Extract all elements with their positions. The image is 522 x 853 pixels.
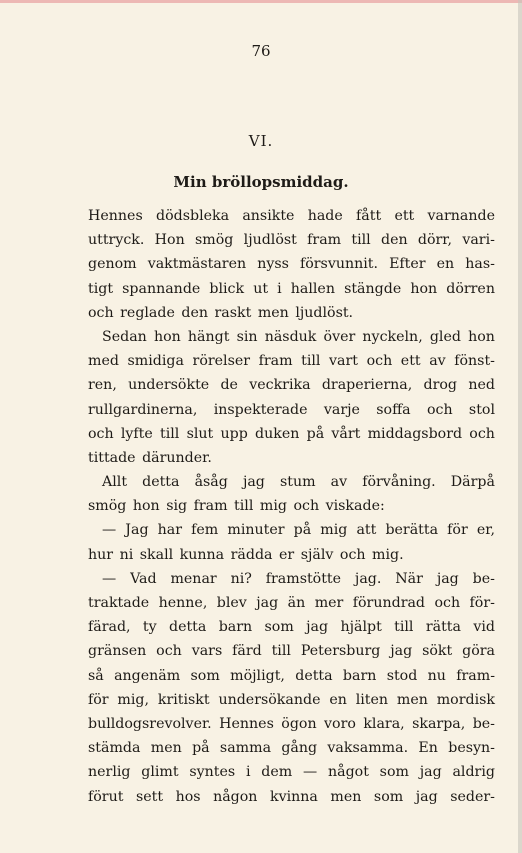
text-line: för mig, kritiskt undersökande en liten men mordisk [88, 691, 495, 708]
text-line: Sedan hon hängt sin näsduk över nyckeln, gled hon [102, 328, 495, 345]
text-line: — Vad menar ni? framstötte jag. När jag be- [102, 570, 495, 587]
text-line: uttryck. Hon smög ljudlöst fram till den dörr, vari- [88, 232, 495, 249]
text-line: förut sett hos någon kvinna men som jag seder- [88, 788, 495, 805]
text-line: färad, ty detta barn som jag hjälpt till rätta vid [88, 619, 495, 636]
text-line: ren, undersökte de veckrika draperierna, drog ned [88, 377, 495, 394]
text-line: stämda men på samma gång vaksamma. En besyn- [88, 740, 495, 757]
text-line: Allt detta åsåg jag stum av förvåning. Därpå [102, 474, 495, 491]
text-line: med smidiga rörelser fram till vart och ett av fönst- [88, 353, 495, 370]
text-line: tittade därunder. [88, 449, 212, 466]
text-line: och lyfte till slut upp duken på vårt middagsbord och [88, 425, 495, 442]
text-line: rullgardinerna, inspekterade varje soffa och stol [88, 401, 495, 418]
chapter-title: Min bröllopsmiddag. [173, 173, 349, 191]
text-line: tigt spannande blick ut i hallen stängde hon dörren [88, 280, 495, 297]
text-line: Hennes dödsbleka ansikte hade fått ett varnande [88, 208, 495, 224]
chapter-heading: VI. [248, 132, 274, 150]
text-line: och reglade den raskt men ljudlöst. [88, 304, 354, 321]
text-line: smög hon sig fram till mig och viskade: [88, 498, 385, 515]
text-line: så angenäm som möjligt, detta barn stod nu fram- [88, 667, 495, 684]
text-line: nerlig glimt syntes i dem — något som jag aldrig [88, 764, 495, 781]
body-text [88, 204, 495, 809]
text-line: genom vaktmästaren nyss försvunnit. Efter en has- [88, 256, 495, 273]
page-top-edge [0, 0, 522, 3]
text-line: hur ni skall kunna rädda er själv och mig. [88, 546, 404, 563]
page-number: 76 [251, 42, 271, 60]
text-line: bulldogsrevolver. Hennes ögon voro klara, skarpa, be- [88, 715, 495, 732]
text-line: traktade henne, blev jag än mer förundrad och för- [88, 595, 495, 611]
text-line: — Jag har fem minuter på mig att berätta för er, [102, 522, 495, 539]
text-line: gränsen och vars färd till Petersburg jag sökt göra [88, 643, 495, 660]
page-right-edge [518, 0, 522, 853]
